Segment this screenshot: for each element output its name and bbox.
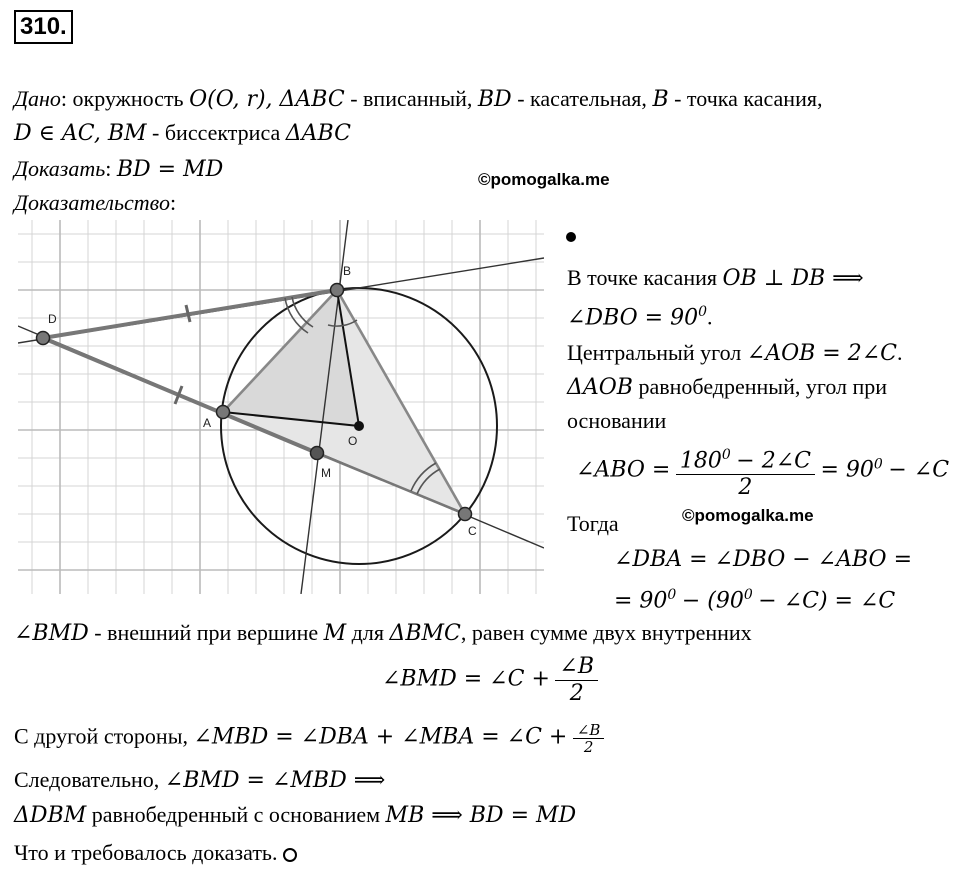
label-d: D: [48, 312, 57, 326]
abo-fraction: [676, 442, 815, 501]
point-d: [37, 332, 50, 345]
given-text-2: - вписанный,: [350, 86, 473, 111]
b3-fraction: [573, 722, 605, 755]
segment-db: [43, 290, 337, 338]
b5-math-2: MB ⟹ BD = MD: [385, 803, 577, 828]
watermark-middle: ©pomogalka.me: [682, 506, 814, 525]
right-line-1: [567, 265, 864, 292]
b2-lhs: ∠BMD = ∠C +: [382, 666, 550, 692]
given-text-3: - касательная,: [517, 86, 647, 111]
abo-rhs: = 90: [820, 457, 874, 483]
b2-fraction: [555, 654, 598, 707]
abo-rhs-sup: 0: [873, 456, 883, 473]
point-m: [311, 447, 324, 460]
bottom-line-3: [14, 722, 604, 755]
right-line-4: [567, 374, 887, 401]
right-end-2: .: [707, 304, 713, 330]
b2-den: 2: [569, 681, 584, 706]
given-math-5: ΔABC: [285, 121, 351, 146]
point-a: [217, 406, 230, 419]
b1-math-3: ΔBMC: [389, 621, 461, 646]
right-math-2: ∠DBO = 90: [567, 305, 699, 331]
right-line-2: [567, 299, 713, 331]
b4-math: ∠BMD = ∠MBD ⟹: [164, 768, 386, 793]
given-label: Дано: [14, 86, 61, 111]
bottom-line-6: [14, 840, 297, 866]
watermark-top: ©pomogalka.me: [478, 170, 610, 189]
bullet: [566, 232, 576, 242]
label-o: O: [348, 434, 358, 448]
given-text-1: окружность: [72, 86, 184, 111]
given-math-2: BD: [477, 87, 512, 112]
problem-number: 310.: [14, 10, 73, 44]
given-text-4: - точка касания,: [674, 86, 823, 111]
right-text-3: Центральный угол: [567, 340, 742, 365]
abo-num-sup: 0: [721, 447, 731, 463]
b1-math-2: M: [323, 621, 347, 646]
degree-sup-1: 0: [698, 304, 708, 320]
right-math-3: ∠AOB = 2∠C: [746, 341, 897, 366]
dba-a-sup: 0: [667, 587, 677, 603]
bottom-line-4: [14, 767, 385, 794]
dba-a: = 90: [614, 588, 668, 614]
b1-text-2: для: [351, 620, 384, 645]
abo-num: 180: [679, 448, 722, 474]
dba-b: − (90: [681, 588, 744, 614]
abo-equation: [576, 442, 949, 501]
bottom-line-1: [14, 620, 752, 647]
abo-den: 2: [738, 475, 753, 501]
b3-den: 2: [583, 738, 594, 756]
tick-db: [186, 305, 190, 322]
right-math-1: OB ⊥ DB ⟹: [722, 266, 864, 291]
abo-lhs: ∠ABO =: [576, 457, 671, 483]
proof-label: Доказательство: [14, 190, 170, 215]
conclusion-text: Что и требовалось доказать.: [14, 840, 278, 865]
dba-line-2: [614, 582, 895, 614]
right-line-5: основании: [567, 408, 667, 433]
b1-math-1: ∠BMD: [14, 621, 89, 646]
b1-text-3: , равен сумме двух внутренних: [460, 620, 752, 645]
label-a: A: [203, 416, 212, 430]
geometry-figure: [18, 220, 544, 594]
label-c: C: [468, 524, 477, 538]
b3-math: ∠MBD = ∠DBA + ∠MBA = ∠C +: [193, 724, 568, 750]
prove-label: Доказать: [14, 156, 106, 181]
bottom-line-5: [14, 802, 576, 829]
b1-text-1: - внешний при вершине: [94, 620, 319, 645]
right-end-3: .: [897, 340, 903, 365]
bottom-line-2: [382, 654, 598, 707]
right-text-4: равнобедренный, угол при: [638, 374, 888, 399]
point-c: [459, 508, 472, 521]
label-m: M: [321, 466, 331, 480]
prove-line: Доказать: BD = MD: [14, 156, 224, 182]
abo-num-rest: − 2∠C: [736, 448, 811, 474]
b3-text: С другой стороны,: [14, 723, 188, 749]
given-line-2: [14, 120, 351, 147]
b5-text: равнобедренный с основанием: [91, 802, 381, 827]
dba-b-sup: 0: [743, 587, 753, 603]
point-o: [354, 421, 364, 431]
given-text-5: - биссектриса: [152, 120, 281, 145]
qed-circle-icon: [283, 848, 297, 862]
right-text-1: В точке касания: [567, 265, 717, 290]
point-b: [331, 284, 344, 297]
b4-text: Следовательно,: [14, 767, 160, 792]
b3-num: ∠B: [573, 722, 605, 739]
label-b: B: [343, 264, 352, 278]
abo-rhs-rest: − ∠C: [888, 457, 950, 483]
proof-label-line: Доказательство:: [14, 190, 177, 215]
right-line-3: [567, 340, 903, 367]
right-math-4: ΔAOB: [567, 375, 633, 400]
prove-math: BD = MD: [116, 157, 224, 182]
given-math-3: B: [652, 87, 669, 112]
dba-line-1: ∠DBA = ∠DBO − ∠ABO =: [614, 547, 913, 572]
then-line: Тогда: [567, 511, 619, 536]
given-line-1: Дано: окружность O(O, r), ΔABC - вписанный, BD - касательная, B - точка касания,: [14, 86, 823, 112]
given-math-4: D ∈ AC, BM: [14, 121, 147, 146]
b2-num: ∠B: [555, 654, 598, 681]
dba-c: − ∠C) = ∠C: [758, 588, 896, 614]
given-math-1: O(O, r), ΔABC: [189, 87, 345, 112]
b5-math-1: ΔDBM: [14, 803, 87, 828]
